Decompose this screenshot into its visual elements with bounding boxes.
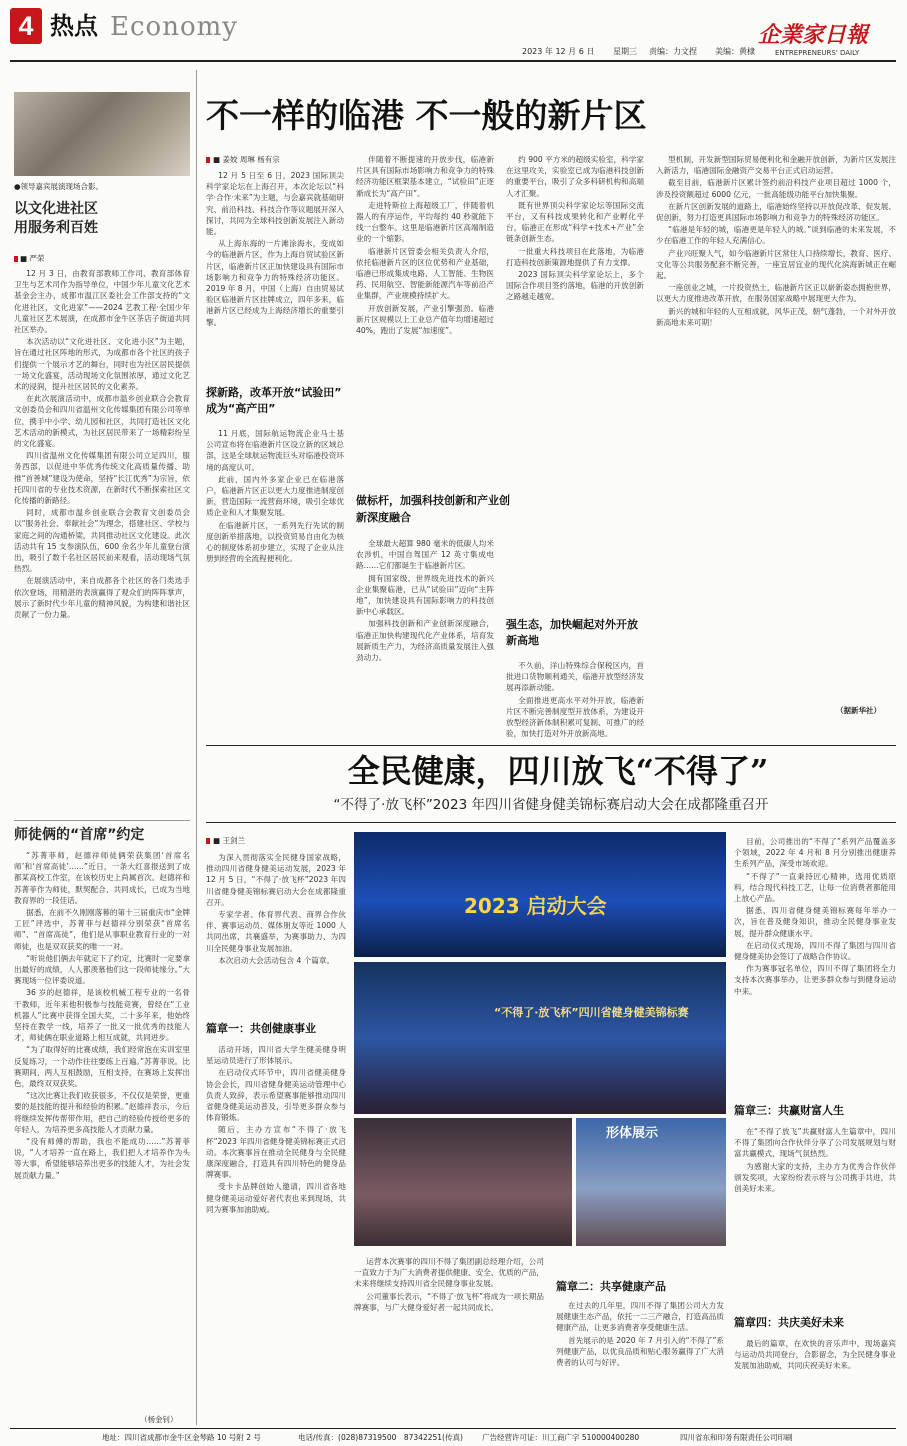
health-ch3a [734, 836, 896, 1088]
paragraph: 受卡卡品牌创始人邀请，四川省各地健身健美运动爱好者代表也来到现场，共同为赛事加油助威。 [206, 1182, 346, 1214]
section-title-cn: 热点 [50, 12, 98, 40]
left-story2-body [14, 850, 190, 1412]
section-rule [206, 822, 896, 823]
issue-weekday: 星期三 [613, 47, 637, 56]
paragraph: 此前，国内外多家企业已在临港落户，临港新片区正以更大力度推进制度创新，营造国际一流营商环境，吸引全球优质企业和人才集聚发展。 [206, 474, 344, 518]
top-byline: ■ 姜姣 周琳 杨有宗 [213, 155, 280, 164]
health-byline: ■ 王剑兰 [213, 836, 245, 845]
chapter-2: 篇章二：共享健康产品 [556, 1280, 666, 1293]
paragraph: 在临港新片区，一系列先行先试的制度创新举措落地，以投资贸易自由化为核心的制度体系初步建立，实现了企业从注册到经营的全流程便利化。 [206, 520, 344, 564]
photo-label: 2023 启动大会 [464, 894, 607, 918]
paragraph: 在此次展演活动中，成都市温乡创业联合会教育文创委员会和四川省温州文化传媒集团有限公司等单位，携手中小学、幼儿园和社区，共同打造社区文化艺术活动的新模式，为社区居民带来了一场精彩纷呈的文化盛宴。 [14, 394, 190, 449]
story2-headline: 师徒俩的“首席”约定 [14, 827, 145, 843]
byline-marker [206, 838, 210, 844]
paragraph: 12 月 5 日至 6 日，2023 国际顶尖科学家论坛在上海召开，本次论坛以“科学·合作·未来”为主题，与会嘉宾就基础研究、前沿科技、科技合作等议题展开深入探讨，共同为全球科技创新发展注入新动能。 [206, 171, 344, 237]
paragraph: 在启动仪式现场，四川不得了集团与四川省健身健美协会签订了战略合作协议。 [734, 940, 896, 962]
subhead-1a: 探新路，改革开放“试验田” [206, 386, 342, 399]
paragraph: “听说他们俩去年就定下了约定，比赛时一定要拿出最好的成绩，人人都羡慕他们这一段师徒缘分。”大赛现场一位评委说道。 [14, 953, 190, 986]
paragraph: 开放创新发展，产业引擎强劲。临港新片区规模以上工业总产值年均增速超过 40%，跑出了发展“加速度”。 [356, 303, 494, 336]
paragraph: 在展演活动中，来自成都各个社区的各门类选手依次登场，用精湛的表演赢得了观众们的阵阵掌声，展示了新时代少年儿童的精神风貌，为构建和谐社区贡献了一份力量。 [14, 576, 190, 620]
health-subheadline: “不得了·放飞杯”2023 年四川省健身健美锦标赛启动大会在成都隆重召开 [333, 797, 769, 813]
paragraph: 既有世界顶尖科学家论坛等国际交流平台，又有科技成果转化和产业孵化平台，临港正在形成“科学+技术+产业”全链条创新生态。 [506, 200, 644, 244]
story-headline-line2: 用服务利百姓 [14, 220, 98, 236]
event-photo-3 [354, 1118, 572, 1246]
chapter-4: 篇章四：共庆美好未来 [734, 1316, 844, 1329]
header-rule [10, 60, 896, 62]
paragraph: 11 月底，国际航运物流企业马士基公司宣布将在临港新片区设立新的区域总部，这是全球航运物流巨头对临港投资环境的高度认可。 [206, 429, 344, 472]
paragraph: 加强科技创新和产业创新深度融合，临港正加快构建现代化产业体系，培育发展新质生产力，为经济高质量发展注入强劲动力。 [356, 619, 494, 663]
section-title-en: Economy [110, 12, 238, 42]
paragraph: 一批重大科技项目在此落地，为临港打造科技创新策源地提供了有力支撑。 [506, 246, 644, 267]
top-col2a [356, 154, 494, 480]
chapter-1: 篇章一：共创健康事业 [206, 1022, 316, 1035]
source-note: （据新华社） [836, 706, 881, 715]
paragraph: 公司董事长表示，“不得了·放飞杯”将成为一项长期品牌赛事，与广大健身爱好者一起共同成长。 [354, 1291, 544, 1312]
top-col4 [656, 154, 896, 702]
paragraph: “为了取得好的比赛成绩，我们经常泡在实训室里反复练习，一个动作往往要练上百遍。”苏菁菲说。比赛期间，两人互相鼓励，互相支持，在赛场上发挥出色，最终双双获奖。 [14, 1045, 190, 1089]
paragraph: 一座创业之城，一片投资热土，临港新片区正以崭新姿态拥抱世界，以更大力度推进改革开放，在服务国家战略中展现更大作为。 [656, 283, 896, 304]
paragraph: 截至目前，临港新片区累计签约前沿科技产业项目超过 1000 个，涉及投资额超过 6000 亿元，一批高能级功能平台加快集聚。 [656, 178, 896, 199]
editor: 责编：力文捏 [649, 47, 697, 56]
paragraph: 目前，公司推出的“不得了”系列产品覆盖多个领域，2022 年 4 月和 8 月分别推出健康养生系列产品，深受市场欢迎。 [734, 837, 896, 869]
health-ch4 [734, 1338, 896, 1414]
top-col1b [206, 428, 344, 738]
paragraph: 36 岁的赵德祥，是该校机械工程专业的一名骨干教师，近年来他积极参与技能竞赛，曾经在“工业机器人”比赛中获得全国大奖，二十多年来，他始终坚持在教学一线，培养了一批又一批优秀的技能人才，师徒俩在职业道路上相互成就，共同进步。 [14, 988, 190, 1043]
paragraph: 随后，主办方宣布“不得了·放飞杯”2023 年四川省健身健美锦标赛正式启动。本次赛事旨在推动全民健身与全民健康深度融合，打造具有四川特色的健身品牌赛事。 [206, 1125, 346, 1180]
story-headline-line1: 以文化进社区 [14, 201, 98, 217]
left-story1-body [14, 268, 190, 816]
paragraph: 在过去的几年里，四川不得了集团公司大力发展健康生态产品，依托一二三产融合，打造高品质健康产品，让更多消费者享受健康生活。 [556, 1301, 724, 1333]
paragraph: 专家学者、体育界代表、商界合作伙伴、赛事运动员、媒体朋友等近 1000 人共同出席，共襄盛举，为赛事助力、为四川全民健身事业发展加油。 [206, 910, 346, 953]
paragraph: 本次活动以“文化进社区、文化进小区”为主题，旨在通过社区阵地的形式，为成都市各个社区的孩子们提供一个展示才艺的舞台，同时也为社区居民提供一场文化盛宴，活动现场文化氛围浓厚，通过文化艺术的浸润，提升社区居民的文化素养。 [14, 337, 190, 392]
paragraph: 不久前，洋山特殊综合保税区内，首批进口货物顺利通关，临港开放型经济发展再添新动能。 [506, 661, 644, 693]
paragraph: 全面推进更高水平对外开放，临港新片区不断完善制度型开放体系，为建设开放型经济新体制积累可复制、可推广的经验，加快打造对外开放新高地。 [506, 695, 644, 738]
top-headline: 不一样的临港 不一般的新片区 [206, 96, 647, 135]
masthead-logo: 企業家日報 [758, 22, 869, 48]
paragraph: 在“不得了放飞”共赢财富人生篇章中，四川不得了集团向合作伙伴分享了公司发展规划与财富共赢模式，现场气氛热烈。 [734, 1127, 896, 1159]
paragraph: 全球最大超算 980 毫米的低碳人均米农涉机，中国自驾国产 12 英寸集成电路……它们都诞生于临港新片区。 [356, 539, 494, 571]
footer-phone: 电话/传真：(028)87319500 87342251(传真) [298, 1433, 463, 1442]
health-ch2a [354, 1256, 544, 1416]
story-byline: ■ 严荣 [20, 254, 45, 263]
paragraph: 临港新片区管委会相关负责人介绍，依托临港新片区的区位优势和产业基础，临港已形成集成电路、人工智能、生物医药、民用航空、智能新能源汽车等前沿产业集群，产业规模持续扩大。 [356, 246, 494, 301]
footer-printer: 四川省东和印务有限责任公司印刷 [680, 1433, 793, 1442]
paragraph: “临港是年轻的城，临港更是年轻人的城。”谈到临港的未来发展，不少在临港工作的年轻人充满信心。 [656, 225, 896, 246]
paragraph: 型机制，开发新型国际贸易便利化和金融开放创新，为新片区发展注入新活力，临港国际金融资产交易平台正式启动运营。 [656, 155, 896, 176]
paragraph: 本次启动大会活动包含 4 个篇章。 [218, 955, 335, 965]
byline-marker [14, 256, 18, 262]
health-intro [206, 852, 346, 1012]
designer: 美编：黄棣 [715, 47, 755, 56]
section-rule [206, 745, 896, 746]
event-photo-4 [576, 1118, 726, 1246]
paragraph: 走进特斯拉上海超级工厂，伴随着机器人的有序运作，平均每约 40 秒就能下线一台整车。这里是临港新片区高端制造业的一个缩影。 [356, 200, 494, 244]
paragraph: 2023 国际顶尖科学家论坛上，多个国际合作项目签约落地，临港的开放创新之路越走越宽。 [506, 270, 644, 302]
top-col2b [356, 538, 494, 738]
issue-date: 2023 年 12 月 6 日 [522, 47, 595, 56]
top-col3b [506, 660, 644, 738]
paragraph: 四川省温州文化传媒集团有限公司立足四川，服务西部，以促进中华优秀传统文化高质量传播、助推“首善城”建设为使命，坚持“长江优秀”为宗旨，依托四川省的专业技术资源，在新时代不断探索社区文化传播的新路径。 [14, 451, 190, 506]
paragraph: 约 900 平方米的超级实验室，科学家在这里攻关，实验室已成为临港科技创新的重要平台，吸引了众多科研机构和高端人才汇聚。 [506, 155, 644, 198]
footer-license: 广告经营许可证：川工商广字 510000400280 [482, 1433, 640, 1442]
subhead-3a: 强生态，加快崛起对外开放 [506, 618, 638, 631]
photo-caption: ●领导嘉宾展演现场合影。 [14, 182, 104, 191]
paragraph: 在新片区创新发展的道路上，临港始终坚持以开放促改革、促发展、促创新，努力打造更具国际市场影响力和竞争力的特殊经济功能区。 [656, 201, 896, 223]
masthead-en: ENTREPRENEURS' DAILY [775, 49, 860, 57]
photo-label: “不得了·放飞杯”四川省健身健美锦标赛 [494, 1006, 689, 1019]
paragraph: 作为赛事冠名单位，四川不得了集团将全力支持本次赛事举办，让更多群众参与到健身运动中来。 [734, 964, 896, 996]
paragraph: 同时，成都市温乡创业联合会教育文创委员会以“服务社会、奉献社会”为理念，搭建社区、学校与家庭之间的沟通桥梁，共同推动社区文化建设。此次活动共有 15 支参演队伍，600 余名少年儿童登台演出，吸引了数千名社区居民前来观看，活动现场气氛热烈。 [14, 508, 190, 574]
top-col3a [506, 154, 644, 594]
chapter-3: 篇章三：共赢财富人生 [734, 1104, 844, 1117]
footer-address: 地址：四川省成都市金牛区金琴路 10 号附 2 号 [102, 1433, 261, 1442]
paragraph: 伴随着不断提速的开放步伐，临港新片区具有国际市场影响力和竞争力的特殊经济功能区框架基本建立，“试验田”正逐渐成长为“高产田”。 [356, 155, 494, 198]
subhead-2a: 做标杆，加强科技创新和产业创 [356, 494, 510, 507]
paragraph: “苏菁菲师，赵德祥师徒俩荣获集团‘首席名师’和‘首席高徒’……”近日，一条大红喜报送到了成都某高校工作室，在该校历史上尚属首次。赵德祥和苏菁菲作为师徒，默契配合、共同成长，已成为当地教育界的一段佳话。 [14, 851, 190, 905]
health-ch2b [556, 1300, 724, 1416]
paragraph: 在启动仪式环节中，四川省健美健身协会会长，四川省健身健美运动管理中心负责人致辞，表示希望赛事能够推动四川省健身健美运动普及，引导更多群众参与体育锻炼。 [206, 1068, 346, 1123]
health-ch1 [206, 1044, 346, 1412]
paragraph: 为深入贯彻落实全民健身国家战略，推动四川省健身健美运动发展，2023 年 12 月 5 日，“不得了·放飞杯”2023 年四川省健身健美锦标赛启动大会在成都隆重召开。 [206, 853, 346, 907]
subhead-1b: 成为“高产田” [206, 402, 276, 415]
paragraph: 据悉，四川省健身健美锦标赛每年举办一次，旨在普及健身知识，推动全民健身事业发展，提升群众健康水平。 [734, 906, 896, 938]
paragraph: “不得了”一直秉持匠心精神，选用优质原料，结合现代科技工艺，让每一位消费者都能用上放心产品。 [734, 871, 896, 904]
paragraph: 运营本次赛事的四川不得了集团副总经理介绍，公司一直致力于为广大消费者提供健康、安全、优质的产品，未来将继续支持四川省全民健身事业发展。 [354, 1257, 544, 1289]
column-divider [196, 70, 197, 1425]
paragraph: 从上海东海的一片滩涂海水，变成如今的临港新片区，作为上海自贸试验区新片区，临港新片区正加快建设具有国际市场影响力和竞争力的特殊经济功能区。2019 年 8 月，中国（上海）自由贸易试验区临港新片区挂牌成立，四年多来，临港新片区已经成为上海经济增长的重要引擎。 [206, 239, 344, 327]
subhead-3b: 新高地 [506, 634, 539, 647]
health-headline: 全民健康，四川放飞“不得了” [347, 752, 769, 790]
paragraph: 首先展示的是 2020 年 7 月引入的“不得了”系列健康产品，以优良品质和贴心服务赢得了广大消费者的认可与好评。 [556, 1335, 724, 1368]
health-ch3b [734, 1126, 896, 1296]
paragraph: 为感谢大家的支持，主办方为优秀合作伙伴颁发奖项，大家纷纷表示将与公司携手共进，共创美好未来。 [734, 1161, 896, 1194]
photo-label: 形体展示 [606, 1126, 659, 1141]
paragraph: 12 月 3 日，由教育部教师工作司、教育部体育卫生与艺术司作为指导单位，中国少年儿童文化艺术基金会主办，成都市温江区委社会工作部支持的“文化进社区，文化进家”——2024 艺教工程·全国少年儿童社区艺术展演，在成都市金牛区茶店子街道共同社区举办。 [14, 269, 190, 335]
footer-rule [10, 1428, 896, 1429]
paragraph: 据悉，在前不久刚刚落幕的第十三届重庆市“金牌工匠”评选中，苏菁菲与赵德祥分别荣获“首席名师”、“首席高徒”，他们是从事职业教育行业的一对师徒，也是双双获奖的唯一一对。 [14, 908, 190, 951]
paragraph: “没有师傅的帮助，我也不能成功……”苏菁菲说，“人才培养一直在路上，我们把人才培养作为头等大事，希望能够培养出更多的技能人才，为社会发展贡献力量。” [14, 1137, 190, 1180]
subhead-2b: 新深度融合 [356, 511, 411, 524]
page-number: 4 [18, 11, 34, 41]
story2-author: （杨金钊） [140, 1415, 178, 1424]
left-divider [14, 820, 190, 821]
paragraph: 活动开场，四川省大学生健美健身明星运动员进行了形体展示。 [206, 1045, 346, 1066]
paragraph: 新兴的城和年轻的人互相成就，风华正茂，朝气蓬勃，一个对外开放新高地未来可期！ [656, 306, 896, 327]
top-col1a [206, 170, 344, 380]
paragraph: 产业兴旺聚人气，如今临港新片区常住人口持续增长，教育、医疗、文化等公共服务配套不断完善，一座宜居宜业的现代化滨海新城正在崛起。 [656, 248, 896, 281]
paragraph: 最后的篇章，在欢快的音乐声中，现场嘉宾与运动员共同登台，合影留念，为全民健身事业发展加油助威，共同庆祝美好未来。 [734, 1339, 896, 1371]
paragraph: “这次比赛让我们收获很多，不仅仅是荣誉，更重要的是技能的提升和经验的积累。”赵德祥表示，今后将继续发挥传帮带作用，把自己的经验传授给更多的年轻人，为培养更多高技能人才贡献力量。 [14, 1091, 190, 1134]
community-photo [14, 92, 190, 176]
event-photo-1 [354, 832, 726, 957]
byline-marker [206, 157, 210, 163]
paragraph: 拥有国家级、世界级先进技术的新兴企业集聚临港，已从“试验田”迈向“主阵地”，加快建设具有国际影响力的科技创新中心承载区。 [356, 573, 494, 617]
event-photo-2 [354, 962, 726, 1114]
